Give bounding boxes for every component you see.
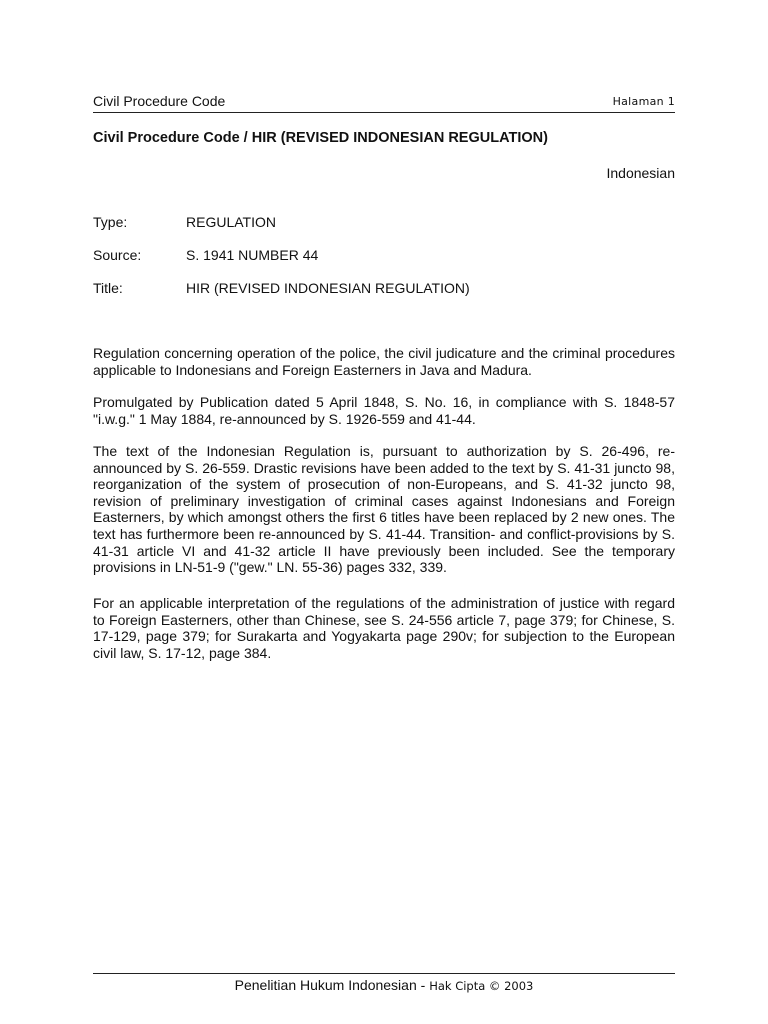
meta-label: Type: — [93, 214, 128, 230]
body-paragraph: For an applicable interpretation of the regulations of the administration of justice with regard to Foreign Easterners, other than Chinese, see S. 24-556 article 7, page 379; for Chinese, S. 17-129, page 379; for Surakarta and Yogyakarta page 290v; for subjection to the European civil law, S. 17-12, page 384. — [93, 595, 675, 661]
meta-value: S. 1941 NUMBER 44 — [186, 247, 319, 263]
footer-copyright: Hak Cipta © 2003 — [429, 979, 534, 993]
body-paragraph: The text of the Indonesian Regulation is, pursuant to authorization by S. 26-496, re-announced by S. 26-559. Drastic revisions have been added to the text by S. 41-31 juncto 98, reorganization of the system of prosecution of non-Europeans, and S. 41-32 juncto 98, revision of preliminary investigation of criminal cases against Indonesians and Foreign Easterners, by which amongst others the first 6 titles have been replaced by 2 new ones. The text has furthermore been re-announced by S. 41-44. Transition- and conflict-provisions by S. 41-31 article VI and 41-32 article II have previously been included. See the temporary provisions in LN-51-9 ("gew." LN. 55-36) pages 332, 339. — [93, 443, 675, 576]
meta-label: Source: — [93, 247, 142, 263]
footer-text — [93, 977, 675, 993]
meta-value: REGULATION — [186, 214, 276, 230]
page-header — [93, 92, 675, 113]
document-title: Civil Procedure Code / HIR (REVISED INDONESIAN REGULATION) — [93, 130, 548, 146]
body-paragraph: Regulation concerning operation of the police, the civil judicature and the criminal procedures applicable to Indonesians and Foreign Easterners in Java and Madura. — [93, 345, 675, 378]
header-title: Civil Procedure Code — [93, 93, 226, 109]
header-page-number: Halaman 1 — [612, 95, 675, 108]
document-page — [93, 0, 675, 1024]
footer-publisher: Penelitian Hukum Indonesian - — [234, 977, 430, 993]
document-language: Indonesian — [606, 165, 675, 181]
meta-label: Title: — [93, 280, 123, 296]
meta-value: HIR (REVISED INDONESIAN REGULATION) — [186, 280, 470, 296]
body-paragraph: Promulgated by Publication dated 5 April 1848, S. No. 16, in compliance with S. 1848-57 "i.w.g." 1 May 1884, re-announced by S. 1926-559 and 41-44. — [93, 394, 675, 427]
page-footer — [93, 973, 675, 1004]
